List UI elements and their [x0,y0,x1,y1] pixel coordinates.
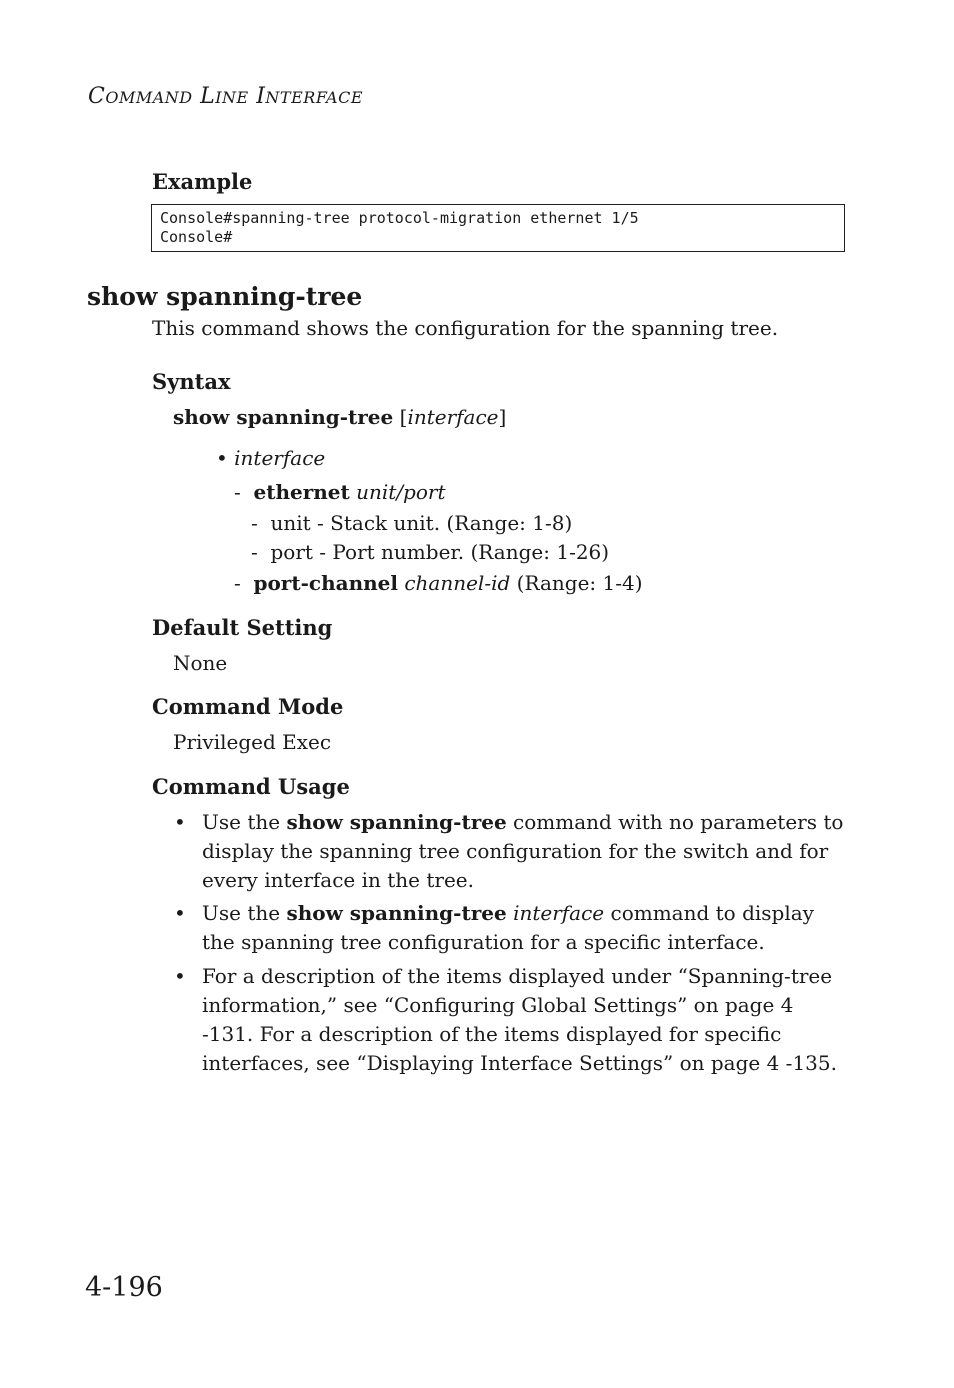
syntax-param: interface [407,405,499,429]
code-line: Console# [160,228,233,246]
code-example [151,204,845,252]
param-ethernet [234,480,446,504]
example-heading: Example [152,169,253,194]
port-channel-range: (Range: 1-4) [516,571,643,595]
ethernet-arg: unit/port [356,480,446,504]
usage-bullet: • [174,964,186,988]
running-header: COMMAND LINE INTERFACE [88,84,364,109]
port-description [251,540,609,564]
usage-bullet: • [174,810,186,834]
usage-bullet: • [174,901,186,925]
section-description: This command shows the configuration for the spanning tree. [152,316,779,340]
dash: - [234,480,241,504]
dash: - [251,511,258,535]
port-channel-arg: channel-id [404,571,511,595]
param-item-interface [216,446,325,470]
bullet: • [216,446,228,470]
param-port-channel [234,571,643,595]
unit-description [251,511,572,535]
default-setting-value: None [173,651,228,675]
command-usage-heading: Command Usage [152,774,350,799]
usage-item: For a description of the items displayed under “Spanning-tree information,” see “Configuring Global Settings” on page 4 -131. For a description of the items displayed for specific interfaces, see “Displaying Interface Settings” on page 4 -135. [202,964,837,1075]
code-line: Console#spanning-tree protocol-migration ethernet 1/5 [160,209,639,227]
unit-text: unit - Stack unit. (Range: 1-8) [270,511,573,535]
default-setting-heading: Default Setting [152,615,333,640]
dash: - [251,540,258,564]
syntax-bracket-close: ] [498,405,507,429]
param-name: interface [234,446,326,470]
section-title: show spanning-tree [87,282,363,311]
port-text: port - Port number. (Range: 1-26) [270,540,610,564]
page-number: 4-196 [85,1272,163,1303]
usage-item: Use the show spanning-tree interface command to display the spanning tree configuration for a specific interface. [202,901,814,954]
dash: - [234,571,241,595]
port-channel-keyword: port-channel [253,571,398,595]
ethernet-keyword: ethernet [253,480,350,504]
syntax-line [173,405,506,429]
syntax-bracket-open: [ [399,405,408,429]
syntax-command: show spanning-tree [173,405,394,429]
command-mode-heading: Command Mode [152,694,344,719]
usage-item: Use the show spanning-tree command with no parameters to display the spanning tree configuration for the switch and for every interface in the tree. [202,810,844,892]
syntax-heading: Syntax [152,369,231,394]
command-mode-value: Privileged Exec [173,730,332,754]
